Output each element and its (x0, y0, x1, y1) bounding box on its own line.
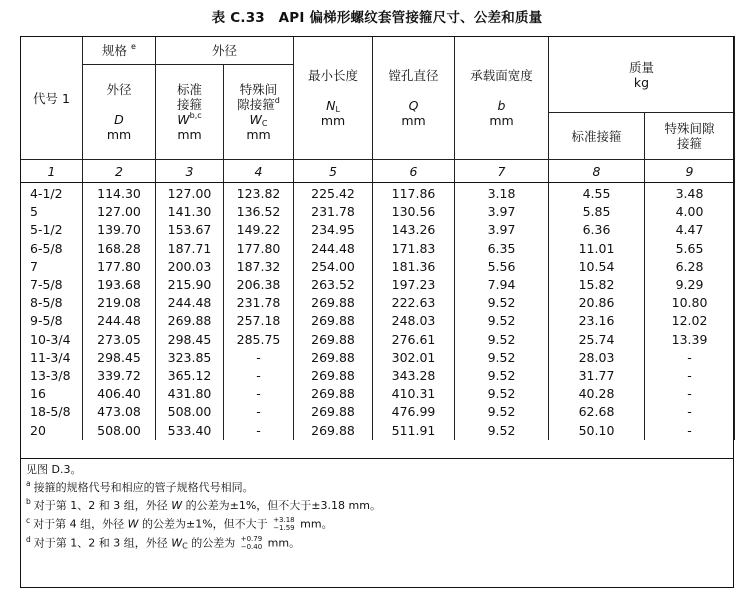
table-cell: - (645, 421, 735, 439)
table-cell: 25.74 (549, 331, 645, 349)
table-cell: 127.00 (156, 183, 224, 204)
table-cell: 181.36 (373, 258, 455, 276)
table-cell: 139.70 (83, 221, 156, 239)
table-cell: 254.00 (294, 258, 373, 276)
table-cell: 23.16 (549, 312, 645, 330)
table-cell: 431.80 (156, 385, 224, 403)
table-cell: 9.52 (455, 312, 549, 330)
table-cell: 511.91 (373, 421, 455, 439)
table-cell: 244.48 (156, 294, 224, 312)
table-cell: 298.45 (156, 331, 224, 349)
table-cell: - (224, 385, 294, 403)
table-cell: 206.38 (224, 276, 294, 294)
table-cell: 200.03 (156, 258, 224, 276)
table-cell: 114.30 (83, 183, 156, 204)
table-cell: 339.72 (83, 367, 156, 385)
table-cell: 117.86 (373, 183, 455, 204)
table-cell: 508.00 (156, 403, 224, 421)
size-code-cell: 7 (21, 258, 83, 276)
table-cell: 269.88 (156, 312, 224, 330)
table-cell: 4.55 (549, 183, 645, 204)
table-cell: 269.88 (294, 331, 373, 349)
table-cell: 9.29 (645, 276, 735, 294)
table-cell: 130.56 (373, 203, 455, 221)
header-outer-diameter: 外径 D mm (83, 65, 156, 160)
column-number: 8 (549, 160, 645, 183)
table-cell: 123.82 (224, 183, 294, 204)
table-cell: 343.28 (373, 367, 455, 385)
table-cell: - (224, 421, 294, 439)
table-cell: 263.52 (294, 276, 373, 294)
table-cell: - (645, 385, 735, 403)
header-od-group: 外径 (156, 37, 294, 65)
table-cell: 365.12 (156, 367, 224, 385)
table-cell: 269.88 (294, 349, 373, 367)
table-cell: 3.97 (455, 203, 549, 221)
table-cell: 473.08 (83, 403, 156, 421)
table-cell: 231.78 (294, 203, 373, 221)
table-cell: 5.56 (455, 258, 549, 276)
header-special-clearance-coupling: 特殊间 隙接箍$^d$ $W_C$ mm (224, 65, 294, 160)
note-reference: 见图 D.3。 (26, 463, 82, 476)
table-cell: 50.10 (549, 421, 645, 439)
table-cell: 508.00 (83, 421, 156, 439)
footnote-b: $^b$ 对于第 1、2 和 3 组，外径 W 的公差为±1%，但不大于±3.18 mm。 (26, 497, 381, 512)
table-cell: 3.97 (455, 221, 549, 239)
header-bore-diameter: 镗孔直径 Q mm (373, 37, 455, 160)
table-cell: 171.83 (373, 240, 455, 258)
header-min-length: 最小长度 $N_L$ mm (294, 37, 373, 160)
table-cell: 15.82 (549, 276, 645, 294)
size-code-cell: 5 (21, 203, 83, 221)
table-cell: 285.75 (224, 331, 294, 349)
header-code: 代号 1 (21, 37, 83, 160)
table-cell: 143.26 (373, 221, 455, 239)
table-cell: 276.61 (373, 331, 455, 349)
table-cell: 476.99 (373, 403, 455, 421)
footnotes (26, 463, 726, 555)
size-code-cell: 13-3/8 (21, 367, 83, 385)
footnote-c: $^c$ 对于第 4 组，外径 W 的公差为±1%，但不大于 +3.18 −1.59 mm。 (26, 515, 333, 532)
header-bearing-face-width: 承载面宽度 b mm (455, 37, 549, 160)
table-cell: - (645, 349, 735, 367)
table-cell: 177.80 (83, 258, 156, 276)
column-number: 6 (373, 160, 455, 183)
size-code-cell: 18-5/8 (21, 403, 83, 421)
table-cell: - (645, 367, 735, 385)
table-cell: 28.03 (549, 349, 645, 367)
size-code-cell: 9-5/8 (21, 312, 83, 330)
table-cell: 5.65 (645, 240, 735, 258)
table-cell: 9.52 (455, 421, 549, 439)
table-cell: 153.67 (156, 221, 224, 239)
column-number: 5 (294, 160, 373, 183)
table-cell: 9.52 (455, 403, 549, 421)
table-cell: - (224, 367, 294, 385)
table-cell: 323.85 (156, 349, 224, 367)
table-cell: 127.00 (83, 203, 156, 221)
notes-divider (20, 458, 734, 459)
table-cell: 13.39 (645, 331, 735, 349)
table-cell: 248.03 (373, 312, 455, 330)
table-cell: 234.95 (294, 221, 373, 239)
table-cell: 9.52 (455, 385, 549, 403)
size-code-cell: 8-5/8 (21, 294, 83, 312)
table-cell: 197.23 (373, 276, 455, 294)
size-code-cell: 16 (21, 385, 83, 403)
table-cell: 187.71 (156, 240, 224, 258)
table-cell: 177.80 (224, 240, 294, 258)
table-cell: 273.05 (83, 331, 156, 349)
table-cell: 4.00 (645, 203, 735, 221)
table-cell: 269.88 (294, 421, 373, 439)
table-cell: 6.36 (549, 221, 645, 239)
table-cell: 269.88 (294, 403, 373, 421)
table-cell: 269.88 (294, 385, 373, 403)
header-mass-special: 特殊间隙 接箍 (645, 113, 735, 160)
table-cell: 215.90 (156, 276, 224, 294)
footnote-a: $^a$ 接箍的规格代号和相应的管子规格代号相同。 (26, 479, 254, 494)
column-number: 9 (645, 160, 735, 183)
column-number: 3 (156, 160, 224, 183)
size-code-cell: 5-1/2 (21, 221, 83, 239)
table-cell: 3.18 (455, 183, 549, 204)
table-cell: 5.85 (549, 203, 645, 221)
column-number: 4 (224, 160, 294, 183)
table-cell: 269.88 (294, 367, 373, 385)
table-cell: 222.63 (373, 294, 455, 312)
table-cell: 244.48 (83, 312, 156, 330)
table-cell: 4.47 (645, 221, 735, 239)
table-cell: 12.02 (645, 312, 735, 330)
table-cell: - (224, 403, 294, 421)
size-code-cell: 7-5/8 (21, 276, 83, 294)
table-cell: 9.52 (455, 331, 549, 349)
header-standard-coupling: 标准 接箍 W$^{b,c}$ mm (156, 65, 224, 160)
table-cell: 62.68 (549, 403, 645, 421)
table-cell: 6.28 (645, 258, 735, 276)
footnote-d: $^d$ 对于第 1、2 和 3 组，外径 $W_C$ 的公差为 +0.79 −0.40 mm。 (26, 534, 301, 551)
table-cell: 410.31 (373, 385, 455, 403)
table-cell: - (224, 349, 294, 367)
header-mass-standard: 标准接箍 (549, 113, 645, 160)
column-number: 1 (21, 160, 83, 183)
table-cell: 141.30 (156, 203, 224, 221)
table-cell: 11.01 (549, 240, 645, 258)
table-cell: 10.80 (645, 294, 735, 312)
table-cell: 9.52 (455, 349, 549, 367)
table-cell: 40.28 (549, 385, 645, 403)
table-cell: 219.08 (83, 294, 156, 312)
table-cell: 193.68 (83, 276, 156, 294)
table-cell: 3.48 (645, 183, 735, 204)
column-number: 2 (83, 160, 156, 183)
table-cell: 31.77 (549, 367, 645, 385)
table-cell: 9.52 (455, 294, 549, 312)
header-mass-group: 质量 kg (549, 37, 735, 113)
table-cell: 225.42 (294, 183, 373, 204)
table-cell: 10.54 (549, 258, 645, 276)
table-cell: 406.40 (83, 385, 156, 403)
table-cell: 168.28 (83, 240, 156, 258)
table-cell: 231.78 (224, 294, 294, 312)
table-cell: 269.88 (294, 312, 373, 330)
size-code-cell: 20 (21, 421, 83, 439)
table-cell: 9.52 (455, 367, 549, 385)
table-cell: 302.01 (373, 349, 455, 367)
table-cell: 7.94 (455, 276, 549, 294)
table-cell: 244.48 (294, 240, 373, 258)
column-number: 7 (455, 160, 549, 183)
table-cell: - (645, 403, 735, 421)
table-cell: 6.35 (455, 240, 549, 258)
table-cell: 257.18 (224, 312, 294, 330)
table-title: 表 C.33 API 偏梯形螺纹套管接箍尺寸、公差和质量 (211, 10, 543, 26)
header-spec-group: 规格 $^e$ (83, 37, 156, 65)
size-code-cell: 11-3/4 (21, 349, 83, 367)
table-cell: 149.22 (224, 221, 294, 239)
size-code-cell: 10-3/4 (21, 331, 83, 349)
table-cell: 187.32 (224, 258, 294, 276)
table-cell: 298.45 (83, 349, 156, 367)
size-code-cell: 4-1/2 (21, 183, 83, 204)
table-cell: 20.86 (549, 294, 645, 312)
table-cell: 533.40 (156, 421, 224, 439)
size-code-cell: 6-5/8 (21, 240, 83, 258)
table-cell: 269.88 (294, 294, 373, 312)
table-cell: 136.52 (224, 203, 294, 221)
